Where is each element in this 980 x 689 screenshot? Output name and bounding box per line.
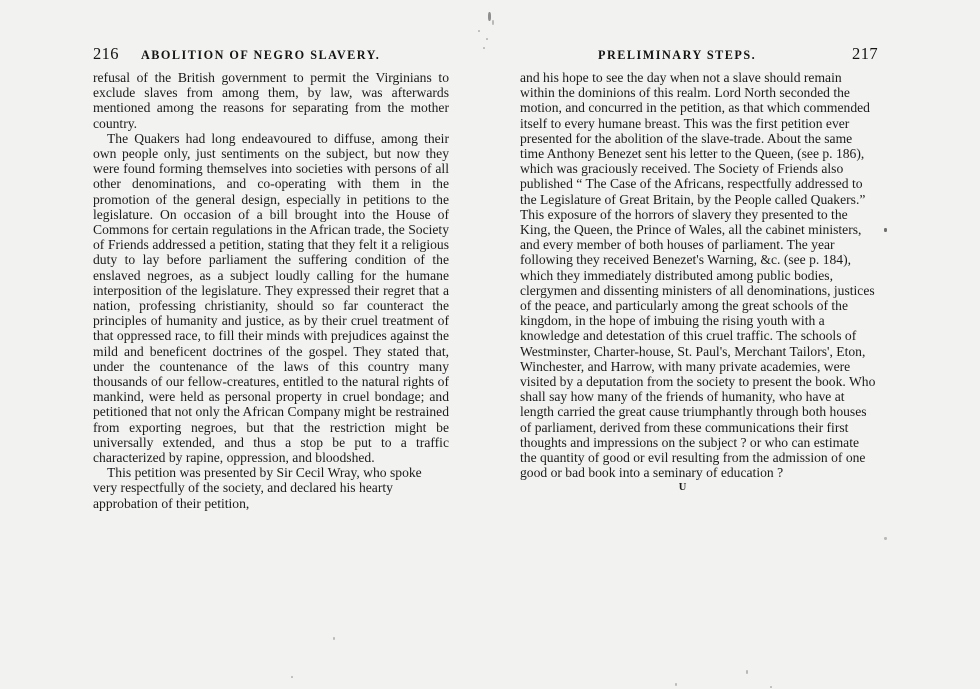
- scan-artifact: [746, 670, 748, 674]
- scan-artifact: [483, 47, 485, 49]
- body-text-right-page: [520, 70, 878, 496]
- scan-artifact: [884, 537, 887, 540]
- signature-mark: U: [678, 482, 688, 494]
- scan-artifact: [884, 228, 887, 232]
- running-head-title-left: ABOLITION OF NEGRO SLAVERY.: [140, 48, 381, 62]
- paragraph: The Quakers had long endeavoured to diffuse, among their own people only, just sentiments on the subject, but now they were found forming themselves into societies with persons of all other denominations, and co-operating with them in the promotion of the general design, especially in petitions to the legislature. On occasion of a bill brought into the House of Commons for certain regulations in the African trade, the Society of Friends addressed a petition, stating that they felt it a religious duty to lay before parliament the suffering condition of the enslaved negroes, as a subject loudly calling for the humane interposition of the legislature. They expressed their regret that a nation, professing christianity, should so far counteract the principles of humanity and justice, as by their cruel treatment of that oppressed race, to fill their minds with prejudices against the mild and beneficent doctrines of the gospel. They stated that, under the countenance of the laws of this country many thousands of our fellow-creatures, entitled to the natural rights of mankind, were held as personal property in cruel bondage; and petitioned that not only the African Company might be restrained from exporting negroes, but that the restriction might be universally extended, and thus a stop be put to a traffic characterized by rapine, oppression, and bloodshed.: [93, 130, 449, 466]
- scan-artifact: [770, 686, 772, 688]
- scan-artifact: [291, 676, 293, 678]
- scan-artifact: [486, 38, 488, 40]
- scan-artifact: [492, 20, 494, 25]
- paragraph: This petition was presented by Sir Cecil Wray, who spoke very respectfully of the society, and declared his hearty approbation of their petition,: [93, 465, 422, 511]
- scan-artifact: [675, 683, 677, 686]
- scan-artifact: [478, 30, 480, 32]
- scan-artifact: [333, 637, 335, 640]
- paragraph: and his hope to see the day when not a slave should remain within the dominions of this realm. Lord North seconded the motion, and concurred in the petition, as that which commended itself to every humane breast. This was the first petition ever presented for the abolition of the slave-trade. About the same time Anthony Benezet sent his letter to the Queen, (see p. 186), which was graciously received. The Society of Friends also published “ The Case of the Africans, respectfully addressed to the Legislature of Great Britain, by the People called Quakers.” This exposure of the horrors of slavery they presented to the King, the Queen, the Prince of Wales, all the cabinet ministers, and every member of both houses of parliament. The year following they received Benezet's Warning, &c. (see p. 184), which they immediately distributed among public bodies, clergymen and dissenting ministers of all denominations, justices of the peace, and particularly among the great schools of the kingdom, in the hope of imbuing the rising youth with a knowledge and detestation of this cruel traffic. The schools of Westminster, Charter-house, St. Paul's, Merchant Tailors', Eton, Winchester, and Harrow, with many private academies, were visited by a deputation from the society to present the book. Who shall say how many of the friends of humanity, who have at length carried the great cause triumphantly through both houses of parliament, derived from these communications their first thoughts and impressions on the subject ? or who can estimate the quantity of good or evil resulting from the admission of one good or bad book into a seminary of education ?: [520, 70, 876, 481]
- paragraph: refusal of the British government to permit the Virginians to exclude slaves from among them, by law, was afterwards mentioned among the reasons for separating from the mother country.: [93, 70, 449, 131]
- scan-artifact: [488, 12, 491, 21]
- body-text-left-page: [93, 70, 449, 511]
- running-head-left: [93, 44, 448, 66]
- running-head-title-right: PRELIMINARY STEPS.: [598, 48, 757, 62]
- running-head-right: [520, 44, 878, 66]
- page-number-left: 216: [93, 44, 119, 63]
- page-number-right: 217: [852, 44, 878, 63]
